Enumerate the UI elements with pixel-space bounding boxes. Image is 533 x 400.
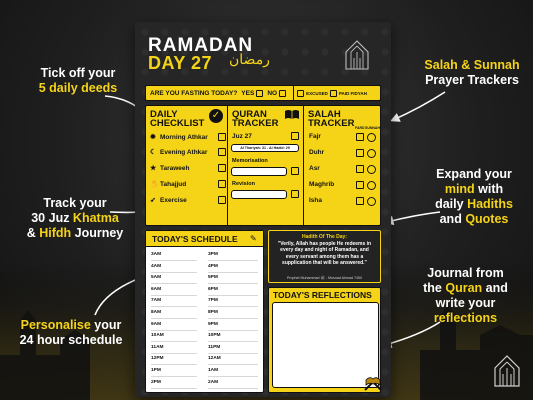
check-circle-icon: ✓: [209, 109, 223, 123]
fasting-yes-label: YES: [241, 89, 255, 97]
schedule-slot-line[interactable]: [208, 318, 258, 319]
fard-column-label: FARD: [355, 126, 365, 130]
schedule-slot-line[interactable]: [151, 283, 197, 284]
fasting-no-label: NO: [267, 89, 278, 97]
schedule-hour-label: 7AM: [151, 298, 162, 304]
checklist-checkbox[interactable]: [218, 180, 226, 188]
quran-tracker: [228, 106, 304, 225]
fasting-question-bar: [145, 85, 381, 101]
schedule-hour-label: 1PM: [151, 368, 161, 373]
schedule-slot-line[interactable]: [151, 376, 197, 377]
sunnah-checkbox[interactable]: [367, 149, 376, 158]
sunnah-checkbox[interactable]: [367, 197, 376, 206]
paid-fidyah-label: PAID FIDYAH: [338, 90, 367, 96]
fard-checkbox[interactable]: [356, 133, 364, 141]
hadith-of-the-day: [268, 230, 381, 283]
hadith-text: "Verily, Allah has people He redeems in every day and night of Ramadan, and every servant among them has a supplication that will be answered.": [277, 241, 372, 266]
schedule-hour-label: 4AM: [151, 263, 162, 269]
schedule-hour-label: 1AM: [208, 368, 219, 373]
schedule-hour-label: 11PM: [208, 344, 221, 350]
schedule-hour-label: 10AM: [151, 333, 164, 339]
schedule-slot-line[interactable]: [151, 388, 197, 389]
mosque-logo-icon: [344, 40, 370, 70]
schedule-hour-label: 6AM: [151, 286, 162, 292]
schedule-slot-line[interactable]: [208, 364, 258, 365]
schedule-hour-label: 2PM: [151, 379, 161, 385]
schedule-hour-label: 2AM: [208, 379, 219, 385]
pencil-icon: ✎: [250, 234, 257, 243]
planner-day: DAY 27: [148, 53, 213, 73]
schedule-hour-label: 3PM: [208, 252, 218, 257]
arrow-salah: [393, 92, 445, 120]
hadith-title: Hadith Of The Day:: [301, 234, 347, 240]
checklist-item: ★ Taraweeh: [150, 164, 190, 172]
schedule-slot-line[interactable]: [151, 272, 197, 273]
sun-icon: ✹: [150, 134, 156, 141]
schedule-slot-line[interactable]: [151, 318, 197, 319]
checklist-checkbox[interactable]: [218, 133, 226, 141]
schedule-slot-line[interactable]: [151, 330, 197, 331]
prayer-label-duhr: Duhr: [309, 149, 325, 156]
juz-number: Juz 27: [232, 133, 252, 140]
schedule-hour-label: 5AM: [151, 275, 162, 281]
prayer-label-isha: Isha: [309, 197, 323, 204]
schedule-hour-label: 9AM: [151, 321, 162, 327]
checklist-checkbox[interactable]: [218, 196, 226, 204]
salah-title: SALAH TRACKER: [308, 109, 355, 129]
quran-title: QURAN TRACKER: [232, 109, 279, 129]
schedule-hour-label: 9PM: [208, 321, 218, 327]
checklist-item: ✹ Morning Athkar: [150, 133, 208, 141]
planner-title: RAMADAN: [148, 35, 254, 56]
moon-icon: ☾: [150, 149, 157, 156]
reflections-title: TODAY'S REFLECTIONS: [273, 290, 372, 300]
schedule-hour-label: 5PM: [208, 275, 218, 281]
trackers-panel: [145, 105, 381, 226]
schedule-slot-line[interactable]: [208, 376, 258, 377]
checklist-item: ☾ Evening Athkar: [150, 148, 207, 156]
schedule-hour-label: 8AM: [151, 310, 162, 315]
schedule-slot-line[interactable]: [208, 353, 258, 354]
hadith-source: Prophet Muhammad ﷺ - Musnad Ahmad 7450: [286, 276, 363, 280]
sunnah-checkbox[interactable]: [367, 133, 376, 142]
schedule-hour-label: 10PM: [208, 333, 221, 339]
corner-mosque-logo-icon: [493, 354, 521, 388]
schedule-slot-line[interactable]: [208, 341, 258, 342]
planner-sheet: [135, 22, 391, 397]
run-icon: ➶: [150, 197, 156, 204]
checklist-item: ➶ Exercise: [150, 196, 187, 204]
schedule-hour-label: 11AM: [151, 344, 164, 350]
schedule-title: TODAY'S SCHEDULE: [146, 231, 263, 247]
star-icon: ★: [150, 165, 157, 172]
schedule-slot-line[interactable]: [208, 295, 258, 296]
schedule-hour-label: 3AM: [151, 252, 162, 257]
hands-icon: ✋: [150, 181, 159, 188]
fasting-question: ARE YOU FASTING TODAY?: [150, 89, 238, 97]
memorisation-label: Memorisation: [232, 158, 268, 164]
sunnah-checkbox[interactable]: [367, 165, 376, 174]
open-book-icon: [284, 109, 300, 120]
schedule-slot-line[interactable]: [151, 260, 197, 261]
fasting-no-checkbox[interactable]: [279, 90, 286, 97]
daily-checklist: [146, 106, 228, 225]
schedule-slot-line[interactable]: [208, 260, 258, 261]
paid-fidyah-checkbox[interactable]: [330, 90, 337, 97]
callout-salah-trackers: Salah & Sunnah Prayer Trackers: [424, 58, 520, 87]
schedule-hour-label: 4PM: [208, 263, 218, 269]
arabic-ramadan: رمضان: [229, 52, 270, 68]
schedule-slot-line[interactable]: [208, 388, 258, 389]
fard-checkbox[interactable]: [356, 181, 364, 189]
todays-schedule: [145, 230, 264, 393]
checklist-checkbox[interactable]: [218, 164, 226, 172]
fard-checkbox[interactable]: [356, 165, 364, 173]
schedule-hour-label: 12AM: [208, 356, 221, 362]
memorisation-field[interactable]: [231, 167, 287, 176]
excused-checkbox[interactable]: [297, 90, 304, 97]
callout-hadiths: Expand your mind with daily Hadiths and Quotes: [435, 167, 513, 226]
schedule-slot-line[interactable]: [151, 353, 197, 354]
juz-checkbox[interactable]: [291, 132, 299, 140]
checklist-item: ✋ Tahajjud: [150, 180, 186, 188]
prayer-label-fajr: Fajr: [309, 133, 321, 140]
revision-label: Revision: [232, 181, 255, 187]
sunnah-column-label: SUNNAH: [365, 126, 380, 130]
checklist-title: DAILY CHECKLIST: [150, 109, 205, 129]
fasting-yes-checkbox[interactable]: [256, 90, 263, 97]
schedule-hour-label: 6PM: [208, 286, 218, 292]
quran-stand-icon: [362, 370, 384, 392]
excused-label: EXCUSED: [306, 90, 328, 96]
callout-journal: Journal from the Quran and write your reflections: [423, 266, 508, 325]
schedule-slot-line[interactable]: [151, 306, 197, 307]
callout-khatma-hifdh: Track your 30 Juz Khatma & Hifdh Journey: [26, 196, 124, 240]
schedule-slot-line[interactable]: [151, 295, 197, 296]
sunnah-checkbox[interactable]: [367, 181, 376, 190]
callout-daily-deeds: Tick off your 5 daily deeds: [38, 66, 118, 95]
prayer-label-maghrib: Maghrib: [309, 181, 335, 188]
schedule-hour-label: 7PM: [208, 298, 218, 304]
schedule-hour-label: 12PM: [151, 356, 164, 362]
verse-range: Al Thariyah: 31 - Al Hadid: 29: [231, 144, 299, 152]
schedule-slot-line[interactable]: [208, 330, 258, 331]
schedule-slot-line[interactable]: [208, 283, 258, 284]
fasting-divider: [293, 86, 294, 100]
fard-checkbox[interactable]: [356, 197, 364, 205]
revision-field[interactable]: [231, 190, 287, 199]
callout-schedule: Personalise your 24 hour schedule: [19, 318, 123, 347]
schedule-slot-line[interactable]: [208, 306, 258, 307]
schedule-slot-line[interactable]: [208, 272, 258, 273]
checklist-checkbox[interactable]: [218, 148, 226, 156]
salah-tracker: [304, 106, 380, 225]
schedule-slot-line[interactable]: [151, 341, 197, 342]
schedule-slot-line[interactable]: [151, 364, 197, 365]
prayer-label-asr: Asr: [309, 165, 320, 172]
memorisation-checkbox[interactable]: [291, 167, 299, 175]
todays-reflections: [268, 287, 381, 393]
fard-checkbox[interactable]: [356, 149, 364, 157]
schedule-hour-label: 8PM: [208, 310, 218, 315]
revision-checkbox[interactable]: [291, 190, 299, 198]
